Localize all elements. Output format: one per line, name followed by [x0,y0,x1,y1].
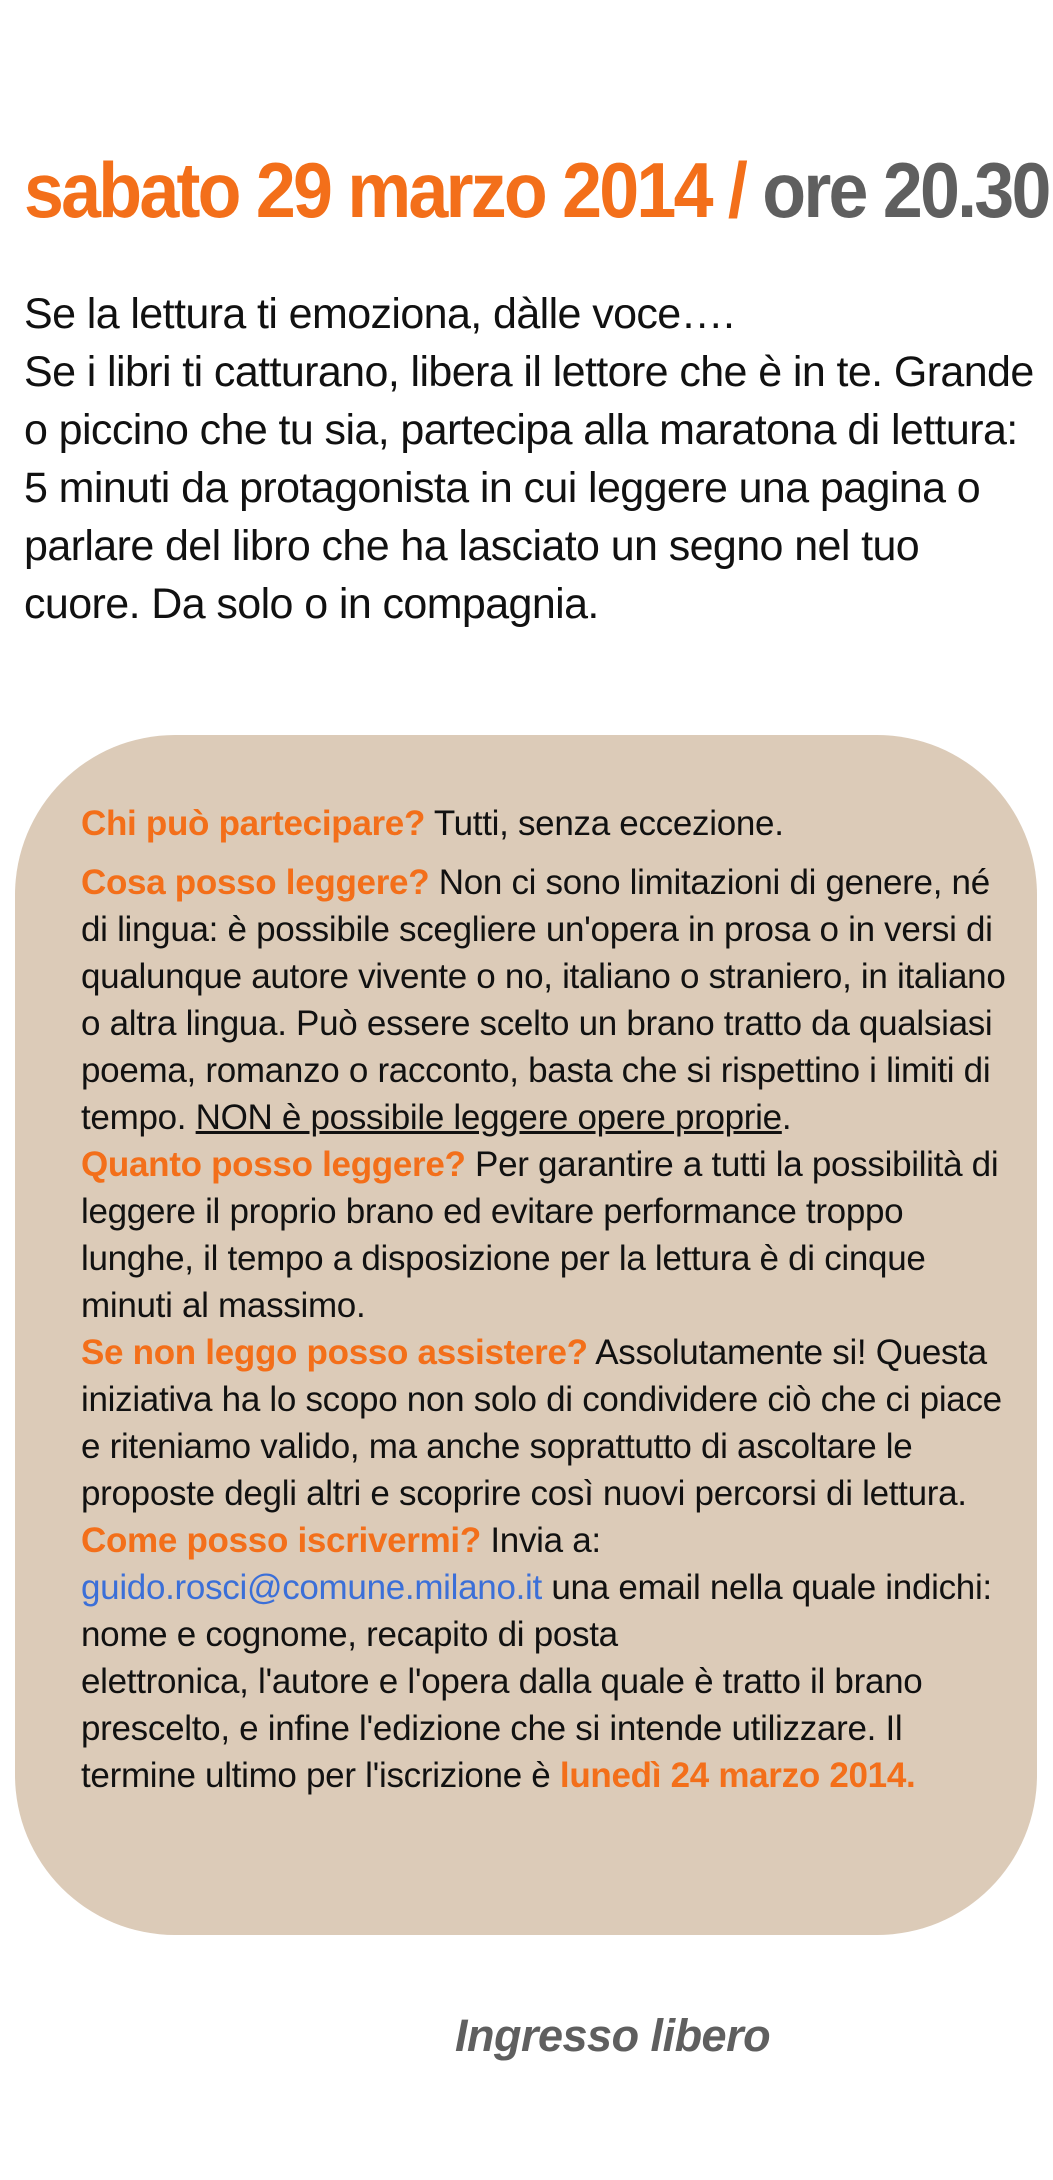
faq-what [81,859,1011,1141]
event-time: ore 20.30 [762,146,1049,234]
faq-who-answer: Tutti, senza eccezione. [425,804,784,843]
faq-attend-question: Se non leggo posso assistere? [81,1333,588,1372]
intro-line-1: Se la lettura ti emoziona, dàlle voce…. [24,290,735,338]
faq-attend-answer: Assolutamente si! Questa iniziativa ha lo scopo non solo di condividere ciò che ci piace e riteniamo valido, ma anche soprattutto di ascoltare le proposte degli altri e scoprire così nuovi percorsi di lettura. [81,1333,1002,1513]
faq-register-question: Come posso iscrivermi? [81,1521,481,1560]
faq-register-send-to: Invia a: [480,1521,601,1560]
event-date: sabato 29 marzo 2014 [24,146,711,234]
faq-what-question: Cosa posso leggere? [81,863,430,902]
event-date-headline [24,148,1049,234]
faq-content [81,800,1011,1799]
faq-who [81,800,1011,847]
intro-text [24,285,1034,633]
faq-how-much-question: Quanto posso leggere? [81,1145,466,1184]
free-entry-label: Ingresso libero [455,2010,771,2061]
faq-register-answer-a: una email nella quale indichi: nome e cognome, recapito di posta [81,1568,992,1654]
faq-register [81,1517,1011,1799]
faq-what-end: . [781,1098,792,1137]
faq-what-answer: Non ci sono limitazioni di genere, né di lingua: è possibile scegliere un'opera in prosa o in versi di qualunque autore vivente o no, italiano o straniero, in italiano o altra lingua. Può essere scelto un brano tratto da qualsiasi poema, romanzo o racconto, basta che si rispettino i limiti di tempo. [81,863,1006,1137]
date-time-separator: / [727,146,746,234]
faq-who-question: Chi può partecipare? [81,804,426,843]
faq-how-much-answer: Per garantire a tutti la possibilità di leggere il proprio brano ed evitare performance troppo lunghe, il tempo a disposizione per la lettura è di cinque minuti al massimo. [81,1145,999,1325]
registration-email-link[interactable]: guido.rosci@comune.milano.it [81,1568,542,1607]
faq-how-much [81,1141,1011,1329]
faq-register-answer-b: elettronica, l'autore e l'opera dalla quale è tratto il brano prescelto, e infine l'edizione che si intende utilizzare. Il termine ultimo per l'iscrizione è [81,1662,923,1795]
faq-what-restriction: NON è possibile leggere opere proprie [195,1098,782,1137]
registration-deadline: lunedì 24 marzo 2014. [559,1756,916,1795]
intro-line-2: Se i libri ti catturano, libera il lettore che è in te. Grande o piccino che tu sia, partecipa alla maratona di lettura: 5 minuti da protagonista in cui leggere una pagina o parlare del libro che ha lasciato un segno nel tuo cuore. Da solo o in compagnia. [24,348,1034,628]
faq-attend [81,1329,1011,1517]
